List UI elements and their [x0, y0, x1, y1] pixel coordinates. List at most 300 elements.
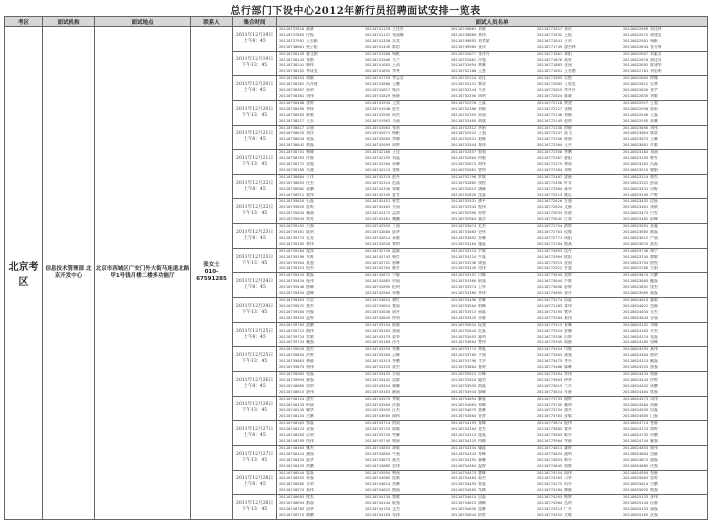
candidate-entry: [363, 291, 449, 297]
candidate-name: 郝斌: [306, 27, 314, 31]
candidate-name: 终杰: [306, 495, 314, 500]
candidate-entry: [621, 94, 707, 100]
candidate-id: 20110772633: [537, 211, 563, 216]
candidate-id: 20110822569: [623, 27, 649, 31]
header-region: 考区: [5, 17, 43, 27]
candidate-name: 戈峰: [478, 488, 486, 493]
candidate-name: 能伟: [564, 421, 572, 426]
candidate-name: 易敏: [392, 235, 400, 240]
candidate-name: 陆明: [306, 230, 314, 235]
candidate-name: 宰静: [564, 438, 572, 443]
candidate-name: 查婷: [478, 365, 486, 370]
candidate-name: 李娟: [478, 125, 486, 130]
candidate-name: 宫敏: [306, 334, 314, 339]
candidate-id: 20110823736: [623, 248, 649, 253]
candidate-id: 20110752378: [451, 100, 477, 105]
candidate-name: 车静: [564, 389, 572, 394]
candidate-name: 广丹: [564, 506, 572, 511]
document-title: 总行部门下设中心2012年新行员招聘面试安排一览表: [230, 6, 481, 17]
candidate-id: 20110824885: [623, 463, 649, 468]
candidate-id: 20110773615: [537, 383, 563, 388]
candidate-name: 张宇: [650, 88, 658, 93]
candidate-id: 20110822644: [623, 44, 649, 49]
candidate-entry: [277, 45, 363, 51]
candidate-name: 陈晨: [650, 131, 658, 136]
candidate-entry: [449, 168, 535, 174]
candidate-name: 杨帆: [650, 38, 658, 43]
candidate-id: 20110773454: [537, 347, 563, 352]
candidate-id: 20110739854: [279, 353, 305, 358]
candidate-id: 20110752805: [451, 180, 477, 185]
candidate-id: 20110743885: [365, 463, 391, 468]
candidate-name: 路伟: [306, 328, 314, 333]
candidate-name: 吴君: [392, 38, 400, 43]
candidate-id: 20110738252: [279, 69, 305, 74]
candidate-id: 20110824313: [623, 359, 649, 364]
candidate-name: 王欣龙: [564, 82, 576, 87]
candidate-name: 危磊: [478, 328, 486, 333]
candidate-name: 郑伟: [478, 143, 486, 148]
candidate-id: 20110774184: [537, 488, 563, 493]
candidate-id: 20110823056: [623, 125, 649, 130]
candidate-id: 20110744014: [365, 482, 391, 487]
candidate-name: 颜丽: [392, 389, 400, 394]
candidate-id: 20110772624: [537, 205, 563, 210]
candidate-id: 20110772904: [537, 254, 563, 259]
candidate-id: 20110741692: [365, 69, 391, 74]
candidate-name: 庾强: [650, 488, 658, 493]
candidate-id: 20110739152: [279, 224, 305, 229]
candidate-id: 20110822946: [623, 112, 649, 117]
candidate-entry: [363, 340, 449, 346]
candidate-id: 20110741566: [365, 57, 391, 62]
candidate-id: 20110740433: [279, 463, 305, 468]
candidate-id: 20110739025: [279, 205, 305, 210]
candidate-name: 易伟: [306, 488, 314, 493]
candidate-name: 左娟: [650, 266, 658, 271]
candidate-id: 20110738001: [279, 44, 305, 49]
candidate-id: 20110742752: [365, 260, 391, 265]
candidate-name: 曹文娟: [306, 51, 318, 56]
candidate-entry: [535, 513, 621, 519]
candidate-id: 20110754193: [451, 421, 477, 426]
candidate-name: 闫峰: [478, 273, 486, 278]
candidate-id: 20110753215: [451, 248, 477, 253]
candidate-id: 20110743304: [365, 353, 391, 358]
candidate-name: 邹敏: [392, 186, 400, 191]
candidate-name: 闻敏: [392, 427, 400, 432]
candidate-name: 王佳宾: [392, 27, 404, 31]
candidate-name: 宣婷: [478, 414, 486, 419]
session-time: 2011年12月28日 上午8：45: [233, 470, 277, 495]
candidate-name: 扶伟: [306, 438, 314, 443]
candidate-entry: [363, 94, 449, 100]
candidate-name: 柯丽: [306, 402, 314, 407]
candidate-id: 20110749892: [451, 38, 477, 43]
candidate-name: 王超: [650, 100, 658, 105]
candidate-id: 20110742345: [365, 192, 391, 197]
candidate-id: 20110739034: [279, 211, 305, 216]
candidate-id: 20110824443: [623, 377, 649, 382]
candidate-name: 訾伟: [478, 340, 486, 345]
candidate-name: 习华: [564, 476, 572, 481]
candidate-id: 20110771878: [537, 57, 563, 62]
candidate-id: 20110739161: [279, 230, 305, 235]
candidate-list: [277, 322, 708, 347]
session-time: 2011年12月23日 上午8：45: [233, 224, 277, 249]
candidate-id: 20110825144: [623, 501, 649, 506]
candidate-id: 20110739983: [279, 371, 305, 376]
candidate-id: 20110743714: [365, 421, 391, 426]
candidate-id: 20110738143: [279, 57, 305, 62]
candidate-name: 张莉: [392, 125, 400, 130]
candidate-name: 阙鹏: [306, 512, 314, 517]
candidate-id: 20110754084: [451, 414, 477, 419]
candidate-name: 任杰: [306, 180, 314, 185]
candidate-id: 20110823314: [623, 174, 649, 179]
candidate-id: 20110742063: [365, 125, 391, 130]
candidate-id: 20110739875: [279, 365, 305, 370]
candidate-id: 20110738381: [279, 94, 305, 98]
candidate-id: 20110822826: [623, 88, 649, 93]
candidate-id: 20110754063: [451, 402, 477, 407]
candidate-entry: [621, 365, 707, 371]
candidate-id: 20110740263: [279, 421, 305, 426]
candidate-id: 20110740544: [279, 470, 305, 475]
candidate-name: 宋超: [306, 162, 314, 167]
candidate-id: 20110773754: [537, 408, 563, 413]
candidate-id: 20110739724: [279, 334, 305, 339]
candidate-name: 苑子阳: [306, 44, 318, 49]
candidate-id: 20110823612: [623, 235, 649, 240]
candidate-id: 20110742083: [365, 137, 391, 142]
candidate-id: 20110771891: [537, 69, 563, 74]
candidate-id: 20110741829: [365, 94, 391, 98]
candidate-id: 20110773174: [537, 298, 563, 303]
candidate-id: 20110772247: [537, 131, 563, 136]
candidate-id: 20110771641: [537, 38, 563, 43]
candidate-id: 20110773603: [537, 377, 563, 382]
candidate-list: [277, 51, 708, 76]
candidate-name: 廖静: [564, 488, 572, 493]
candidate-name: 席强: [650, 389, 658, 394]
candidate-name: 马芳: [478, 88, 486, 93]
candidate-name: 慕强: [306, 476, 314, 481]
candidate-name: 文杰: [392, 506, 400, 511]
candidate-name: 扈华: [306, 457, 314, 462]
candidate-name: 金鑫: [650, 224, 658, 229]
candidate-name: 侯娜: [564, 230, 572, 235]
candidate-id: 20110753943: [451, 389, 477, 394]
candidate-id: 20110824325: [623, 365, 649, 370]
candidate-name: 祁峰: [478, 402, 486, 407]
candidate-name: 门强: [650, 414, 658, 419]
candidate-id: 20110753357: [451, 273, 477, 278]
candidate-id: 20110741793: [365, 76, 391, 81]
candidate-id: 20110753785: [451, 353, 477, 358]
candidate-entry: [449, 242, 535, 248]
candidate-id: 20110752393: [451, 112, 477, 117]
region-cell: [5, 27, 43, 520]
candidate-id: 20110824714: [623, 421, 649, 426]
candidate-entry: [277, 143, 363, 149]
candidate-entry: [363, 414, 449, 420]
candidate-id: 20110752964: [451, 217, 477, 222]
candidate-name: 向阳: [564, 235, 572, 240]
candidate-name: 李成龙: [306, 69, 318, 74]
candidate-name: 张方荷: [650, 44, 662, 49]
candidate-id: 20110752544: [451, 143, 477, 148]
candidate-entry: [535, 94, 621, 100]
candidate-id: 20110753804: [451, 365, 477, 370]
candidate-name: 成鹏: [650, 383, 658, 388]
candidate-id: 20110743463: [365, 389, 391, 394]
candidate-id: 20110738642: [279, 143, 305, 148]
candidate-id: 20110824304: [623, 353, 649, 358]
candidate-id: 20110743154: [365, 322, 391, 327]
candidate-name: 王慧: [478, 69, 486, 74]
candidate-entry: [277, 266, 363, 272]
candidate-name: 张婷: [306, 100, 314, 105]
candidate-id: 20110738902: [279, 186, 305, 191]
candidate-name: 国华: [306, 506, 314, 511]
candidate-entry: [277, 439, 363, 445]
candidate-id: 20110739845: [279, 347, 305, 352]
candidate-id: 20110753496: [451, 298, 477, 303]
candidate-name: 施磊: [478, 241, 486, 246]
candidate-name: 郏丹: [564, 457, 572, 462]
candidate-id: 20110773486: [537, 365, 563, 370]
contact-name: 张女士: [203, 262, 220, 269]
candidate-id: 20110754644: [451, 512, 477, 517]
candidate-list: [277, 199, 708, 224]
candidate-name: 姚远: [564, 192, 572, 197]
candidate-id: 20110741934: [365, 100, 391, 105]
candidate-name: 连敏: [392, 476, 400, 481]
candidate-id: 20110738488: [279, 100, 305, 105]
candidate-id: 20110738772: [279, 162, 305, 167]
candidate-name: 屈峰: [650, 340, 658, 345]
candidate-id: 20110772763: [537, 230, 563, 235]
candidate-name: 雍杰: [306, 445, 314, 450]
candidate-id: 20110754343: [451, 451, 477, 456]
candidate-id: 20110824013: [623, 298, 649, 303]
candidate-id: 20110752826: [451, 192, 477, 197]
candidate-id: 20110741560: [365, 51, 391, 56]
candidate-id: 20110822692: [623, 63, 649, 68]
candidate-id: 20110823193: [623, 156, 649, 161]
candidate-id: 20110825165: [623, 512, 649, 517]
candidate-id: 20110738751: [279, 150, 305, 155]
candidate-name: 霍明: [478, 334, 486, 339]
candidate-id: 20110752523: [451, 131, 477, 136]
candidate-entry: [363, 439, 449, 445]
candidate-id: 20110742463: [365, 205, 391, 210]
candidate-id: 20110743325: [365, 365, 391, 370]
candidate-name: 何敏: [478, 156, 486, 161]
candidate-id: 20110753092: [451, 235, 477, 240]
candidate-name: 都丽: [306, 501, 314, 506]
candidate-name: 于卓: [564, 38, 572, 43]
candidate-id: 20110743454: [365, 383, 391, 388]
candidate-id: 20110824464: [623, 389, 649, 394]
candidate-id: 20110752386: [451, 106, 477, 111]
candidate-name: 杨静: [392, 94, 400, 98]
candidate-entry: [277, 464, 363, 470]
candidate-id: 20110742895: [365, 285, 391, 290]
candidate-name: 党杰: [478, 427, 486, 432]
candidate-name: 冷丹: [392, 340, 400, 345]
candidate-name: 容磊: [478, 482, 486, 487]
session-time: 2011年12月26日 下午13：45: [233, 396, 277, 421]
candidate-name: 伊婷: [650, 377, 658, 382]
candidate-id: 20110772922: [537, 266, 563, 271]
candidate-name: 来伟: [478, 32, 486, 37]
candidate-name: 钱程: [478, 180, 486, 185]
candidate-id: 20110754505: [451, 488, 477, 493]
candidate-name: 谢娟: [650, 167, 658, 172]
candidate-name: 季伟: [478, 291, 486, 296]
candidate-id: 20110824022: [623, 303, 649, 308]
candidate-id: 20110772256: [537, 137, 563, 142]
candidate-name: 杨帆: [392, 131, 400, 136]
candidate-id: 20110822927: [623, 100, 649, 105]
candidate-id: 20110773904: [537, 438, 563, 443]
candidate-id: 20110754213: [451, 433, 477, 438]
candidate-name: 黄磊: [306, 143, 314, 148]
candidate-name: 冯磊: [650, 162, 658, 167]
candidate-id: 20110738367: [279, 88, 305, 93]
candidate-name: 冯丹建: [306, 82, 318, 87]
candidate-name: 卞丽: [478, 353, 486, 358]
candidate-name: 欧阳: [564, 254, 572, 259]
candidate-entry: [621, 439, 707, 445]
candidate-name: 孟琪: [392, 211, 400, 216]
candidate-id: 20110738139: [279, 51, 305, 56]
candidate-name: 袁鹏: [306, 186, 314, 191]
candidate-id: 20110743734: [365, 433, 391, 438]
candidate-name: 童磊: [306, 273, 314, 278]
candidate-name: 厉婷: [564, 334, 572, 339]
candidate-id: 20110743175: [365, 334, 391, 339]
candidate-name: 周婷: [392, 143, 400, 148]
candidate-name: 王凯: [392, 100, 400, 105]
candidate-name: 农伟: [392, 463, 400, 468]
candidate-id: 20110742904: [365, 291, 391, 296]
candidate-entry: [277, 513, 363, 519]
candidate-id: 20110772367: [537, 156, 563, 161]
session-time: 2011年12月26日 上午8：45: [233, 371, 277, 396]
candidate-id: 20110772487: [537, 174, 563, 179]
candidate-id: 20110740274: [279, 427, 305, 432]
candidate-name: 刘洋: [306, 131, 314, 136]
candidate-list: [277, 371, 708, 396]
candidate-name: 周杰: [392, 112, 400, 117]
candidate-id: 20110773733: [537, 396, 563, 401]
candidate-id: 20110741963: [365, 118, 391, 123]
candidate-id: 20110823461: [623, 205, 649, 210]
candidate-id: 20110753104: [451, 241, 477, 246]
candidate-id: 20110743584: [365, 402, 391, 407]
candidate-name: 李志君: [392, 76, 404, 81]
candidate-id: 20110742481: [365, 217, 391, 222]
candidate-id: 20110823892: [623, 285, 649, 290]
candidate-name: 翟华: [564, 427, 572, 432]
candidate-id: 20110773204: [537, 315, 563, 320]
candidate-id: 20110738763: [279, 156, 305, 161]
candidate-entry: [535, 414, 621, 420]
candidate-name: 应峰: [478, 371, 486, 376]
candidate-id: 20110740715: [279, 512, 305, 517]
candidate-name: 冉强: [306, 309, 314, 314]
candidate-name: 刘孝斌: [478, 38, 490, 43]
candidate-name: 胡建宝: [650, 32, 662, 37]
candidate-id: 20110743045: [365, 315, 391, 320]
candidate-id: 20110754225: [451, 438, 477, 443]
candidate-name: 储婷: [564, 396, 572, 401]
candidate-id: 20110742605: [365, 230, 391, 235]
candidate-name: 郁静: [392, 322, 400, 327]
candidate-name: 徐娜: [650, 76, 658, 81]
candidate-id: 20110741956: [365, 112, 391, 117]
candidate-id: 20110772145: [537, 118, 563, 123]
candidate-name: 步伟: [650, 495, 658, 500]
candidate-id: 20110752244: [451, 88, 477, 93]
candidate-name: 蒲强: [564, 353, 572, 358]
candidate-name: 裴丹: [564, 291, 572, 296]
candidate-name: 伍丹: [564, 248, 572, 253]
candidate-name: 孙琳: [392, 162, 400, 167]
candidate-id: 20110741137: [365, 32, 391, 37]
candidate-id: 20110740565: [279, 482, 305, 487]
candidate-id: 20110772238: [537, 125, 563, 130]
candidate-name: 邓辉: [564, 167, 572, 172]
candidate-name: 巫敏: [478, 315, 486, 320]
candidate-name: 王鹏: [392, 82, 400, 87]
candidate-id: 20110773475: [537, 359, 563, 364]
candidate-name: 张丹丹: [478, 51, 490, 56]
candidate-id: 20110774154: [537, 470, 563, 475]
candidate-id: 20110773313: [537, 322, 563, 327]
candidate-name: 滕芳: [392, 266, 400, 271]
candidate-entry: [535, 119, 621, 125]
candidate-name: 麦琳: [392, 347, 400, 352]
candidate-name: 刘颖: [478, 106, 486, 111]
candidate-name: 钟磊: [478, 347, 486, 352]
candidate-id: 20110740694: [279, 501, 305, 506]
candidate-name: 冀琳: [478, 457, 486, 462]
candidate-id: 20110739313: [279, 266, 305, 271]
candidate-id: 20110742315: [365, 174, 391, 179]
candidate-entry: [535, 464, 621, 470]
candidate-name: 茅丹: [564, 359, 572, 364]
candidate-id: 20110772893: [537, 248, 563, 253]
candidate-name: 耿强: [392, 501, 400, 506]
candidate-id: 20110737992: [279, 38, 305, 43]
candidate-id: 20110754355: [451, 457, 477, 462]
candidate-id: 20110774024: [537, 451, 563, 456]
candidate-name: 游杰林: [564, 44, 576, 49]
candidate-name: 邢磊: [478, 309, 486, 314]
candidate-id: 20110754484: [451, 476, 477, 481]
candidate-name: 桑敏: [650, 298, 658, 303]
candidate-id: 20110739434: [279, 279, 305, 284]
candidate-name: 安娜: [564, 328, 572, 333]
candidate-name: 岳鹏: [650, 273, 658, 278]
candidate-id: 20110738785: [279, 167, 305, 172]
candidate-entry: [363, 365, 449, 371]
candidate-entry: [621, 193, 707, 199]
